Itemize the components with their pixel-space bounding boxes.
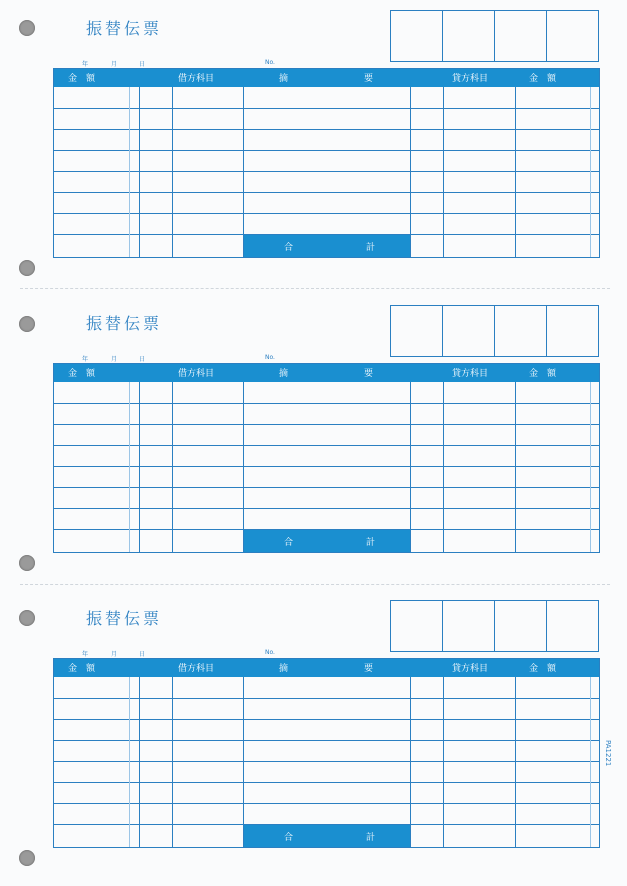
total-row (244, 530, 410, 552)
header-summary: 摘 (279, 664, 289, 674)
transfer-slip (0, 10, 627, 270)
stamp-cell[interactable] (546, 11, 598, 61)
slip-title: 振替伝票 (86, 609, 163, 628)
header-summary-2: 要 (364, 664, 374, 674)
total-label-2: 計 (366, 243, 376, 253)
table-header (54, 659, 599, 677)
total-label-2: 計 (366, 833, 376, 843)
date-month-label: 月 (111, 356, 118, 363)
header-summary-2: 要 (364, 74, 374, 84)
date-year-label: 年 (82, 61, 89, 68)
date-day-label: 日 (139, 356, 146, 363)
stamp-cell[interactable] (391, 11, 442, 61)
journal-table (53, 68, 600, 258)
header-debit-amount: 金 額 (68, 369, 96, 379)
approval-stamp-box (390, 10, 599, 62)
header-credit-amount: 金 額 (529, 74, 557, 84)
transfer-slip (0, 305, 627, 565)
stamp-cell[interactable] (546, 601, 598, 651)
header-credit-account: 貸方科目 (452, 664, 489, 674)
total-row (244, 235, 410, 257)
total-label: 合 (284, 833, 294, 843)
header-credit-amount: 金 額 (529, 369, 557, 379)
stamp-cell[interactable] (391, 601, 442, 651)
header-credit-amount: 金 額 (529, 664, 557, 674)
form-code: PA1221 (604, 740, 612, 767)
header-credit-account: 貸方科目 (452, 74, 489, 84)
header-debit-account: 借方科目 (178, 74, 215, 84)
stamp-cell[interactable] (494, 306, 546, 356)
stamp-cell[interactable] (442, 306, 494, 356)
header-debit-account: 借方科目 (178, 664, 215, 674)
number-label: No. (265, 59, 275, 66)
slip-title: 振替伝票 (86, 19, 163, 38)
total-label: 合 (284, 538, 294, 548)
total-label-2: 計 (366, 538, 376, 548)
number-label: No. (265, 354, 275, 361)
header-summary: 摘 (279, 369, 289, 379)
perforation-line (20, 584, 610, 586)
journal-table (53, 658, 600, 848)
date-day-label: 日 (139, 61, 146, 68)
stamp-cell[interactable] (442, 601, 494, 651)
total-row (244, 825, 410, 847)
transfer-slip (0, 600, 627, 860)
header-summary-2: 要 (364, 369, 374, 379)
stamp-cell[interactable] (494, 11, 546, 61)
date-year-label: 年 (82, 651, 89, 658)
stamp-cell[interactable] (546, 306, 598, 356)
table-header (54, 69, 599, 87)
stamp-cell[interactable] (442, 11, 494, 61)
slip-title: 振替伝票 (86, 314, 163, 333)
perforation-line (20, 288, 610, 290)
date-year-label: 年 (82, 356, 89, 363)
date-day-label: 日 (139, 651, 146, 658)
journal-table (53, 363, 600, 553)
stamp-cell[interactable] (494, 601, 546, 651)
header-summary: 摘 (279, 74, 289, 84)
header-debit-amount: 金 額 (68, 74, 96, 84)
header-debit-account: 借方科目 (178, 369, 215, 379)
header-debit-amount: 金 額 (68, 664, 96, 674)
stamp-cell[interactable] (391, 306, 442, 356)
date-month-label: 月 (111, 651, 118, 658)
approval-stamp-box (390, 305, 599, 357)
header-credit-account: 貸方科目 (452, 369, 489, 379)
table-header (54, 364, 599, 382)
date-month-label: 月 (111, 61, 118, 68)
approval-stamp-box (390, 600, 599, 652)
total-label: 合 (284, 243, 294, 253)
number-label: No. (265, 649, 275, 656)
